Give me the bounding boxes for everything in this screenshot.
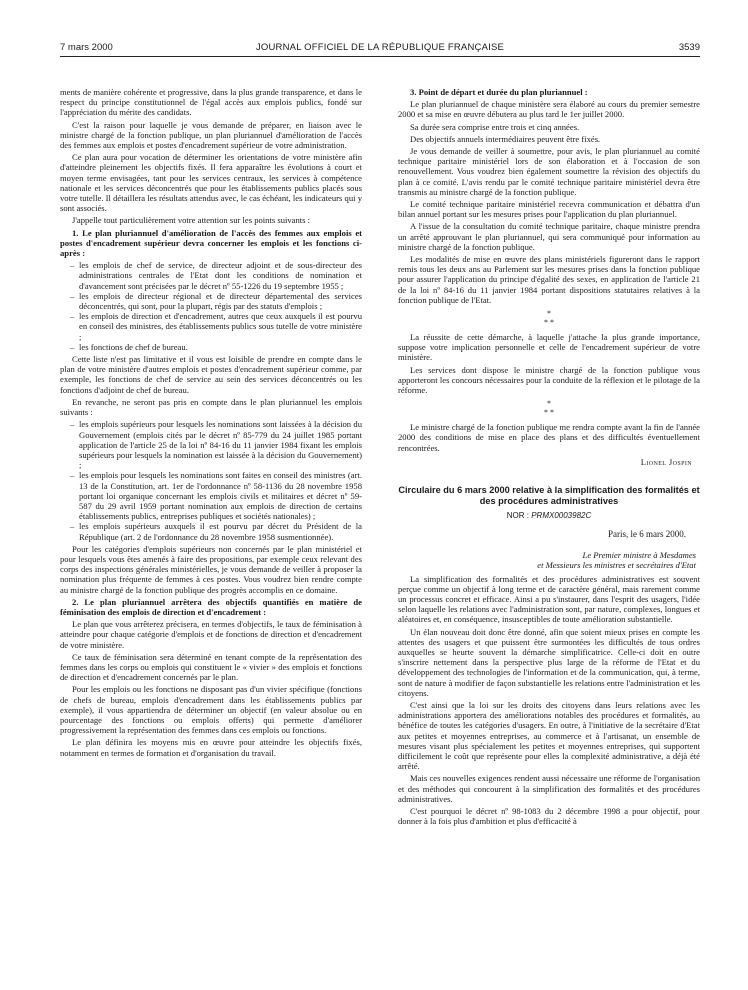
paragraph: Mais ces nouvelles exigences rendent aussi nécessaire une réforme de l'organisation et des méthodes qui concourent à la simplification des formalités et des procédures administratives.	[398, 773, 700, 804]
left-column	[60, 87, 362, 760]
paragraph: Pour les emplois ou les fonctions ne disposant pas d'un vivier spécifique (fonctions de chefs de bureau, emplois d'encadrement dans les établissements publics par exemple), il vous appartiendra de déterminer un objectif (en valeur absolue ou en pourcentage des fonctions ou emplois offerts) qui permette d'améliorer progressivement la représentation des femmes dans ces emplois ou fonctions.	[60, 684, 362, 736]
nor-reference	[398, 511, 700, 521]
section-separator: * * *	[544, 309, 554, 328]
paragraph: Ce taux de féminisation sera déterminé en tenant compte de la représentation des femmes dans les corps ou emplois qui constituent le « vivier » des emplois et fonctions de direction et d'encadrement concernés par le plan.	[60, 651, 362, 683]
section-heading-1: 1. Le plan pluriannuel d'amélioration de l'accès des femmes aux emplois et postes d'encadrement supérieur devra concerner les emplois et les fonctions ci-après :	[60, 227, 362, 259]
header-rule	[60, 56, 700, 57]
list-item: – les emplois de direction et d'encadrement, autres que ceux auxquels il est pourvu en conseil des ministres, des établissements publics sous tutelle de votre ministère ;	[70, 311, 362, 342]
section-separator: * * *	[544, 399, 554, 418]
place-date: Paris, le 6 mars 2000.	[608, 529, 686, 540]
paragraph: Les services dont dispose le ministre chargé de la fonction publique vous apporteront les concours nécessaires pour la conduite de la réflexion et le pilotage de la réforme.	[398, 364, 700, 396]
list-item: – les emplois pour lesquels les nominations sont faites en conseil des ministres (art. 13 de la Constitution, art. 1er de l'ordonnance nº 58-1136 du 28 novembre 1958 portant loi organique concernant les emplois civils et militaires et décret nº 59-587 du 29 avril 1959 portant nomination aux emplois de direction de certains établissements publics, entreprises publiques et sociétés nationales) ;	[70, 470, 362, 522]
paragraph: Les modalités de mise en œuvre des plans ministériels figureront dans le rapport remis tous les deux ans au Parlement sur les mesures prises dans la fonction publique pour assurer l'application du principe d'égalité des sexes, en application de l'article 21 de la loi nº 84-16 du 11 janvier 1984 portant dispositions statutaires relatives à la fonction publique de l'Etat.	[398, 254, 700, 305]
section-heading-3: 3. Point de départ et durée du plan pluriannuel :	[410, 87, 588, 97]
nor-label: NOR :	[506, 511, 529, 521]
paragraph: C'est la raison pour laquelle je vous demande de préparer, en liaison avec le ministre chargé de la fonction publique, un plan pluriannuel d'amélioration de l'accès des femmes aux emplois et postes d'encadrement supérieur de votre administration.	[60, 119, 362, 151]
list-item: – les emplois supérieurs auxquels il est pourvu par décret du Président de la République (art. 2 de l'ordonnance du 28 novembre 1958 susmentionnée).	[70, 521, 362, 542]
included-jobs-list	[60, 260, 362, 352]
paragraph: J'appelle tout particulièrement votre attention sur les points suivants :	[72, 215, 311, 226]
paragraph: C'est ainsi que la loi sur les droits des citoyens dans leurs relations avec les administrations apportera des améliorations notables des procédures et formalités, au bénéfice de toutes les catégories d'usagers. En outre, à l'initiative de la secrétaire d'Etat aux petites et moyennes entreprises, au commerce et à l'artisanat, un ensemble de mesures visant plus spécialement les petites et moyennes entreprises, qui supportent difficilement le coût que représente pour elles la complexité administrative, a déjà été arrêté.	[398, 699, 700, 772]
paragraph: Pour les catégories d'emplois supérieurs non concernés par le plan ministériel et pour lesquels vous êtes amenés à faire des propositions, par exemple ceux relevant des corps des inspections générales ministérielles, je vous demande de veiller à proposer la nomination plus fréquente de femmes à ces postes. Vous voudrez bien rendre compte au ministre chargé de la fonction publique des progrès accomplis en ce domaine.	[60, 543, 362, 595]
section-heading-2: 2. Le plan pluriannuel arrêtera des objectifs quantifiés en matière de féminisation des emplois de direction et d'encadrement :	[60, 596, 362, 617]
paragraph: La simplification des formalités et des procédures administratives est souvent perçue comme un objectif à long terme et de caractère général, mais rarement comme un processus concret et efficace. Ainsi a pu s'instaurer, dans l'esprit des usagers, l'idée selon laquelle les relations avec l'administration sont, par nature, complexes, longues et aléatoires et, en conséquence, insusceptibles de toute amélioration substantielle.	[398, 573, 700, 625]
signature: Lionel Jospin	[640, 456, 692, 467]
excluded-jobs-list	[60, 419, 362, 541]
circular-title: Circulaire du 6 mars 2000 relative à la simplification des formalités et des procédures administratives	[398, 485, 700, 507]
page-number: 3539	[678, 42, 700, 53]
list-item: – les emplois de chef de service, de directeur adjoint et de sous-directeur des administrations centrales de l'Etat dont les conditions de nomination et d'avancement sont précisées par le décret nº 55-1226 du 19 septembre 1955 ;	[70, 260, 362, 291]
paragraph: Ce plan aura pour vocation de déterminer les orientations de votre ministère afin d'atteindre pleinement les objectifs fixés. Il fera apparaître les évolutions à court et moyen terme envisagées, tant pour les services centraux, les services à compétence nationale et les services déconcentrés que pour les établissements publics placés sous votre tutelle. Il détaillera les résultats attendus avec, le cas échéant, les indicateurs qui y sont associés.	[60, 152, 362, 214]
paragraph: Le plan pluriannuel de chaque ministère sera élaboré au cours du premier semestre 2000 et sa mise en œuvre débutera au plus tard le 1er juillet 2000.	[398, 99, 700, 120]
header-date: 7 mars 2000	[60, 42, 113, 53]
paragraph: Le plan que vous arrêterez précisera, en termes d'objectifs, le taux de féminisation à atteindre pour chaque catégorie d'emplois et de fonctions de direction et d'encadrement de votre ministère.	[60, 619, 362, 650]
paragraph: Le plan définira les moyens mis en œuvre pour atteindre les objectifs fixés, notamment en termes de formation et d'organisation du travail.	[60, 737, 362, 758]
paragraph: Je vous demande de veiller à soumettre, pour avis, le plan pluriannuel au comité technique paritaire ministériel lors de son élaboration et à l'occasion de son renouvellement. Vous voudrez bien également soumettre la révision des objectifs du plan à ce comité. L'avis rendu par le comité technique paritaire ministériel devra être transmis au ministre chargé de la fonction publique.	[398, 146, 700, 197]
paragraph: ments de manière cohérente et progressive, dans la plus grande transparence, et dans le respect du principe constitutionnel de l'égal accès aux emplois publics, fondé sur l'appréciation du mérite des candidats.	[60, 87, 362, 118]
list-item: – les fonctions de chef de bureau.	[70, 341, 188, 352]
paragraph: A l'issue de la consultation du comité technique paritaire, chaque ministre prendra un arrêté approuvant le plan pluriannuel, qui sera communiqué pour information au ministre chargé de la fonction publique.	[398, 221, 700, 252]
journal-title: JOURNAL OFFICIEL DE LA RÉPUBLIQUE FRANÇAISE	[255, 42, 505, 53]
addressee: Le Premier ministre à Mesdames et Messieurs les ministres et secrétaires d'Etat	[537, 549, 696, 570]
paragraph: En revanche, ne seront pas pris en compte dans le plan pluriannuel les emplois suivants :	[60, 396, 362, 418]
paragraph: La réussite de cette démarche, à laquelle j'attache la plus grande importance, suppose votre implication personnelle et celle de l'encadrement supérieur de votre ministère.	[398, 332, 700, 363]
right-column	[398, 87, 700, 828]
paragraph: Sa durée sera comprise entre trois et cinq années.	[410, 121, 580, 132]
list-item: – les emplois de directeur régional et de directeur départemental des services déconcentrés, qui sont, pour la plupart, régis par des statuts d'emplois ;	[70, 290, 362, 312]
paragraph: Le comité technique paritaire ministériel recevra communication et débattra d'un bilan annuel portant sur les mesures prises pour l'application du plan pluriannuel.	[398, 199, 700, 220]
paragraph: Le ministre chargé de la fonction publique me rendra compte avant la fin de l'année 2000 des conditions de mise en place des plans et des difficultés éventuellement rencontrées.	[398, 422, 700, 453]
paragraph: Cette liste n'est pas limitative et il vous est loisible de prendre en compte dans le plan de votre ministère d'autres emplois et postes d'encadrement supérieur comme, par exemple, les fonctions de chef de service au sein des services déconcentrés ou les fonctions d'adjoint de chef de bureau.	[60, 354, 362, 395]
paragraph: Un élan nouveau doit donc être donné, afin que soient mieux prises en compte les attentes des usagers et que puissent être surmontées les difficultés de tous ordres auxquelles se heurte souvent la démarche simplificatrice. Celle-ci doit en outre s'inscrire nettement dans la perspective plus large de la réforme de l'Etat et du développement des technologies de l'information et de la communication, qui, à terme, sont de nature à modifier de façon substantielle les relations entre l'administration et les citoyens.	[398, 626, 700, 698]
paragraph: Des objectifs annuels intermédiaires peuvent être fixés.	[410, 133, 601, 144]
paragraph: C'est pourquoi le décret nº 98-1083 du 2 décembre 1998 a pour objectif, pour donner à la fois plus d'ambition et plus d'efficacité à	[398, 805, 700, 827]
nor-code: PRMX0003982C	[531, 511, 592, 521]
list-item: – les emplois supérieurs pour lesquels les nominations sont laissées à la décision du Gouvernement (emplois cités par le décret nº 85-779 du 24 juillet 1985 portant application de l'article 25 de la loi nº 84-16 du 11 janvier 1984 fixant les emplois supérieurs pour lesquels la nomination est laissée à la décision du Gouvernement) ;	[70, 419, 362, 471]
